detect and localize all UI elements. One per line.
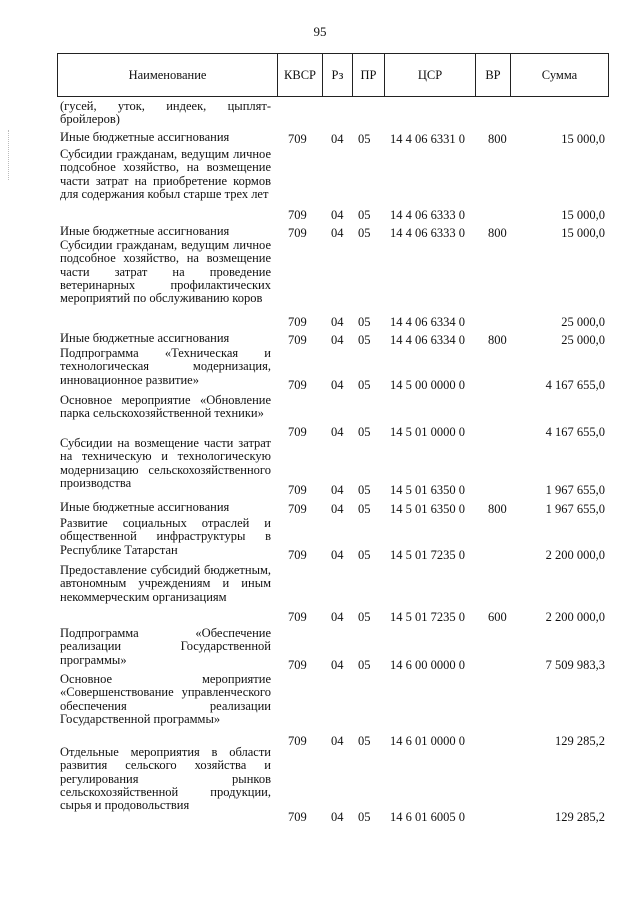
row-csr: 14 6 01 6005 0: [390, 809, 465, 824]
row-pr: 05: [358, 482, 371, 497]
table-row: [60, 746, 608, 824]
row-rz: 04: [331, 482, 344, 497]
header-name: Наименование: [128, 67, 207, 82]
row-name: Субсидии на возмещение части затрат на техническую и технологическую модернизацию сельскохозяйственного производства: [60, 436, 271, 490]
table-row: [60, 517, 608, 562]
row-kvsr: 709: [288, 657, 307, 672]
row-name: Подпрограмма «Техническая и технологическая модернизация, инновационное развитие»: [60, 346, 271, 387]
row-pr: 05: [358, 424, 371, 439]
row-vr: 800: [488, 225, 507, 240]
row-kvsr: 709: [288, 501, 307, 516]
row-csr: 14 6 01 0000 0: [390, 733, 465, 748]
row-sum: 7 509 983,3: [545, 657, 605, 672]
row-csr: 14 5 01 7235 0: [390, 609, 465, 624]
table-row: [60, 564, 608, 624]
row-vr: 600: [488, 609, 507, 624]
row-name: Развитие социальных отраслей и общественной инфраструктуры в Республике Татарстан: [60, 516, 271, 557]
table-row: [60, 239, 608, 329]
table-row: [60, 501, 608, 516]
row-pr: 05: [358, 657, 371, 672]
row-name: Субсидии гражданам, ведущим личное подсобное хозяйство, на возмещение части затрат на приобретение кормов для содержания кобыл старше трех лет: [60, 147, 271, 201]
row-kvsr: 709: [288, 609, 307, 624]
row-rz: 04: [331, 424, 344, 439]
table-header: [57, 53, 609, 97]
table-row: [60, 347, 608, 392]
row-csr: 14 4 06 6333 0: [390, 207, 465, 222]
row-sum: 4 167 655,0: [545, 377, 605, 392]
row-sum: 129 285,2: [555, 733, 605, 748]
table-row: [60, 627, 608, 672]
row-rz: 04: [331, 609, 344, 624]
row-pr: 05: [358, 609, 371, 624]
table-row: [60, 437, 608, 497]
row-pr: 05: [358, 207, 371, 222]
row-rz: 04: [331, 332, 344, 347]
row-pr: 05: [358, 501, 371, 516]
row-csr: 14 5 01 7235 0: [390, 547, 465, 562]
row-kvsr: 709: [288, 733, 307, 748]
row-kvsr: 709: [288, 809, 307, 824]
row-vr: 800: [488, 501, 507, 516]
row-csr: 14 4 06 6334 0: [390, 314, 465, 329]
row-rz: 04: [331, 225, 344, 240]
row-rz: 04: [331, 733, 344, 748]
table-row: [60, 394, 608, 439]
row-name: Предоставление субсидий бюджетным, автономным учреждениям и иным некоммерческим организациям: [60, 563, 271, 604]
table-row: [60, 332, 608, 347]
row-rz: 04: [331, 809, 344, 824]
row-kvsr: 709: [288, 547, 307, 562]
row-name: (гусей, уток, индеек, цыплят-бройлеров): [60, 99, 271, 127]
row-name: Основное мероприятие «Обновление парка сельскохозяйственной техники»: [60, 393, 271, 421]
header-pr: ПР: [352, 54, 384, 96]
row-pr: 05: [358, 225, 371, 240]
row-vr: 800: [488, 332, 507, 347]
row-csr: 14 5 01 6350 0: [390, 501, 465, 516]
row-name: Отдельные мероприятия в области развития сельского хозяйства и регулирования рынков сельскохозяйственной продукции, сырья и продовольствия: [60, 745, 271, 813]
row-kvsr: 709: [288, 332, 307, 347]
header-csr: ЦСР: [384, 54, 475, 96]
row-vr: 800: [488, 131, 507, 146]
row-sum: 2 200 000,0: [545, 609, 605, 624]
margin-binding-marks: [8, 130, 10, 180]
row-name: Иные бюджетные ассигнования: [60, 500, 230, 514]
table-row: [60, 673, 608, 748]
row-rz: 04: [331, 377, 344, 392]
table-row: [60, 148, 608, 222]
row-sum: 129 285,2: [555, 809, 605, 824]
row-name: Подпрограмма «Обеспечение реализации Государственной программы»: [60, 626, 271, 667]
row-csr: 14 4 06 6334 0: [390, 332, 465, 347]
row-sum: 25 000,0: [561, 332, 605, 347]
row-sum: 25 000,0: [561, 314, 605, 329]
row-pr: 05: [358, 332, 371, 347]
header-vr: ВР: [475, 54, 510, 96]
row-pr: 05: [358, 547, 371, 562]
row-name: Иные бюджетные ассигнования: [60, 224, 230, 238]
row-sum: 4 167 655,0: [545, 424, 605, 439]
row-kvsr: 709: [288, 377, 307, 392]
row-pr: 05: [358, 733, 371, 748]
row-csr: 14 4 06 6331 0: [390, 131, 465, 146]
row-pr: 05: [358, 377, 371, 392]
row-kvsr: 709: [288, 225, 307, 240]
row-csr: 14 4 06 6333 0: [390, 225, 465, 240]
row-name: Субсидии гражданам, ведущим личное подсобное хозяйство, на возмещение части затрат на проведение ветеринарных профилактических мероприятий по обслуживанию коров: [60, 238, 271, 306]
row-kvsr: 709: [288, 482, 307, 497]
row-rz: 04: [331, 501, 344, 516]
header-sum: Сумма: [510, 54, 608, 96]
row-pr: 05: [358, 314, 371, 329]
row-kvsr: 709: [288, 131, 307, 146]
header-rz: Рз: [322, 54, 352, 96]
row-rz: 04: [331, 657, 344, 672]
row-pr: 05: [358, 131, 371, 146]
row-kvsr: 709: [288, 314, 307, 329]
row-sum: 15 000,0: [561, 225, 605, 240]
row-rz: 04: [331, 314, 344, 329]
row-sum: 1 967 655,0: [545, 501, 605, 516]
row-kvsr: 709: [288, 424, 307, 439]
row-pr: 05: [358, 809, 371, 824]
row-name: Иные бюджетные ассигнования: [60, 331, 230, 345]
table-row: [60, 100, 608, 127]
row-csr: 14 5 01 6350 0: [390, 482, 465, 497]
row-sum: 1 967 655,0: [545, 482, 605, 497]
row-sum: 2 200 000,0: [545, 547, 605, 562]
row-sum: 15 000,0: [561, 207, 605, 222]
row-rz: 04: [331, 207, 344, 222]
row-kvsr: 709: [288, 207, 307, 222]
row-csr: 14 5 01 0000 0: [390, 424, 465, 439]
row-rz: 04: [331, 547, 344, 562]
row-name: Основное мероприятие «Совершенствование управленческого обеспечения реализации Государственной программы»: [60, 672, 271, 726]
header-kvsr: КВСР: [277, 54, 322, 96]
row-name: Иные бюджетные ассигнования: [60, 130, 230, 144]
table-row: [60, 131, 608, 146]
row-csr: 14 6 00 0000 0: [390, 657, 465, 672]
row-rz: 04: [331, 131, 344, 146]
row-sum: 15 000,0: [561, 131, 605, 146]
row-csr: 14 5 00 0000 0: [390, 377, 465, 392]
page-number: 95: [313, 24, 327, 39]
